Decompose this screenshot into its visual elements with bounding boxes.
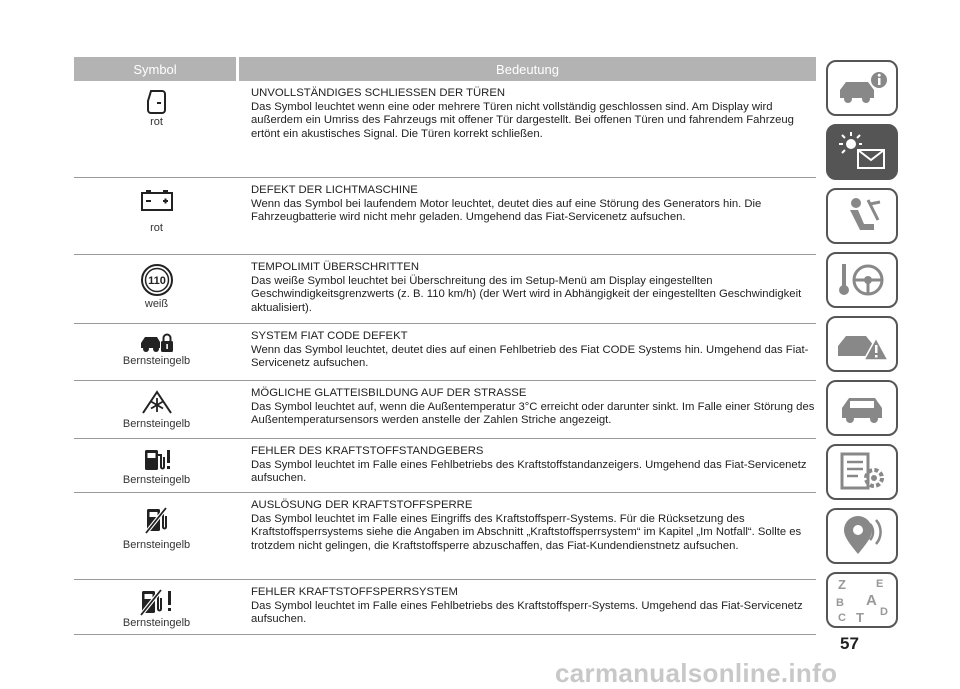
- svg-text:C: C: [838, 612, 846, 624]
- row-text: Wenn das Symbol leuchtet, deutet dies auf einen Fehlbetrieb des Fiat CODE Systems hin. Umgehend das Fiat-Servicenetz aufsuchen.: [251, 343, 809, 370]
- row-text: Das Symbol leuchtet im Falle eines Eingriffs des Kraftstoffsperr-Systems. Für die Rücksetzung des Kraftstoffsperrsystems siehe die Angaben im Abschnitt „Kraftstoffsperrsystem“ im Kapitel „Im Notfall“. Sollte es trotzdem nicht gelingen, die Kraftstoffsperre abzuschaffen, das Fiat-Kundendienstnetz aufsuchen.: [251, 512, 802, 552]
- tab-car-info[interactable]: [826, 60, 898, 116]
- meaning-cell: [239, 439, 816, 492]
- symbol-color: Bernsteingelb: [122, 474, 191, 486]
- tab-multimedia[interactable]: [826, 508, 898, 564]
- fuel-warning-icon: [142, 447, 172, 473]
- svg-text:110: 110: [147, 275, 166, 287]
- meaning-cell: [239, 81, 816, 177]
- symbol-cell: [74, 255, 239, 323]
- row-title: FEHLER KRAFTSTOFFSPERRSYSTEM: [251, 586, 458, 598]
- car-warning-icon: [834, 322, 890, 366]
- fuel-cutoff-fault-icon: [139, 588, 175, 616]
- ice-warning-icon: [140, 389, 174, 417]
- multimedia-icon: [834, 514, 890, 558]
- svg-text:B: B: [836, 597, 844, 609]
- tab-index[interactable]: [826, 572, 898, 628]
- meaning-cell: [239, 178, 816, 254]
- symbol-cell: [74, 439, 239, 492]
- specs-gear-icon: [834, 450, 890, 494]
- svg-text:T: T: [856, 610, 864, 625]
- table-row: [74, 439, 816, 493]
- row-title: SYSTEM FIAT CODE DEFEKT: [251, 330, 408, 342]
- symbol-color: weiß: [144, 298, 169, 310]
- symbol-color: Bernsteingelb: [122, 617, 191, 629]
- symbol-color: Bernsteingelb: [122, 539, 191, 551]
- symbol-cell: [74, 178, 239, 254]
- meaning-cell: [239, 255, 816, 323]
- row-title: MÖGLICHE GLATTEISBILDUNG AUF DER STRASSE: [251, 387, 527, 399]
- meaning-cell: [239, 493, 816, 579]
- fuel-cutoff-icon: [144, 505, 170, 535]
- door-open-icon: [146, 89, 168, 115]
- symbol-cell: [74, 81, 239, 177]
- seat-airbag-icon: [834, 194, 890, 238]
- svg-text:D: D: [880, 606, 888, 618]
- row-title: TEMPOLIMIT ÜBERSCHRITTEN: [251, 261, 420, 273]
- warning-lights-table: [74, 57, 816, 635]
- chapter-sidebar: [826, 60, 900, 636]
- table-row: [74, 81, 816, 178]
- svg-text:E: E: [876, 578, 884, 590]
- row-text: Das weiße Symbol leuchtet bei Überschreitung des im Setup-Menü am Display eingestellten Geschwindigkeitsgrenzwerts (z. B. 110 km/h) (der Wert wird in Abhängigkeit der eingestellten Geschwindigkeit aktualisiert).: [251, 274, 802, 314]
- symbol-cell: [74, 580, 239, 634]
- symbol-color: Bernsteingelb: [122, 418, 191, 430]
- meaning-cell: [239, 381, 816, 438]
- symbol-cell: [74, 493, 239, 579]
- row-text: Das Symbol leuchtet auf, wenn die Außentemperatur 3°C erreicht oder darunter sinkt. Im Falle einer Störung des Außentemperatursensors werden anstelle der Zahlen Striche angezeigt.: [251, 400, 815, 427]
- table-row: [74, 493, 816, 580]
- svg-text:Z: Z: [838, 577, 846, 592]
- car-service-icon: [834, 388, 890, 428]
- row-title: AUSLÖSUNG DER KRAFTSTOFFSPERRE: [251, 499, 473, 511]
- page-number: 57: [840, 634, 859, 653]
- symbol-color: Bernsteingelb: [122, 355, 191, 367]
- symbol-color: rot: [150, 116, 163, 128]
- table-row: [74, 178, 816, 255]
- row-title: DEFEKT DER LICHTMASCHINE: [251, 184, 418, 196]
- row-title: UNVOLLSTÄNDIGES SCHLIESSEN DER TÜREN: [251, 87, 506, 99]
- row-text: Das Symbol leuchtet im Falle eines Fehlbetriebs des Kraftstoffstandanzeigers. Umgehend das Fiat-Servicenetz aufsuchen.: [251, 458, 807, 485]
- meaning-cell: [239, 324, 816, 380]
- symbol-color: rot: [150, 222, 163, 234]
- tab-warning-lights[interactable]: [826, 124, 898, 180]
- table-row: [74, 324, 816, 381]
- meaning-cell: [239, 580, 816, 634]
- row-title: FEHLER DES KRAFTSTOFFSTANDGEBERS: [251, 445, 484, 457]
- tab-emergency[interactable]: [826, 316, 898, 372]
- tab-starting-driving[interactable]: [826, 252, 898, 308]
- key-steering-wheel-icon: [834, 258, 890, 302]
- car-lock-icon: [139, 332, 175, 354]
- tab-safety[interactable]: [826, 188, 898, 244]
- table-row: [74, 255, 816, 324]
- symbol-cell: [74, 324, 239, 380]
- row-text: Wenn das Symbol bei laufendem Motor leuchtet, deutet dies auf eine Störung des Generators hin. Die Fahrzeugbatterie wird nicht mehr geladen. Umgehend das Fiat-Servicenetz aufsuchen.: [251, 197, 762, 224]
- svg-text:A: A: [866, 592, 877, 609]
- header-symbol: Symbol: [133, 61, 177, 77]
- tab-technical-data[interactable]: [826, 444, 898, 500]
- tab-service[interactable]: [826, 380, 898, 436]
- header-meaning: Bedeutung: [496, 61, 559, 77]
- table-header: [74, 57, 816, 81]
- car-info-icon: [834, 68, 890, 108]
- watermark: carmanualsonline.info: [555, 658, 838, 688]
- table-row: [74, 381, 816, 439]
- row-text: Das Symbol leuchtet wenn eine oder mehrere Türen nicht vollständig geschlossen sind. Am Display wird außerdem ein Umriss des Fahrzeugs mit offener Tür dargestellt. Bei offenen Türen und fahrendem Fahrzeug ertönt ein akustisches Signal. Die Türen korrekt schließen.: [251, 100, 794, 140]
- battery-icon: [140, 188, 174, 212]
- table-row: [74, 580, 816, 635]
- symbol-cell: [74, 381, 239, 438]
- warning-light-message-icon: [834, 130, 890, 174]
- index-az-icon: [832, 575, 892, 625]
- row-text: Das Symbol leuchtet im Falle eines Fehlbetriebs des Kraftstoffsperr-Systems. Umgehend das Fiat-Servicenetz aufsuchen.: [251, 599, 803, 626]
- speed-limit-icon: [140, 263, 174, 297]
